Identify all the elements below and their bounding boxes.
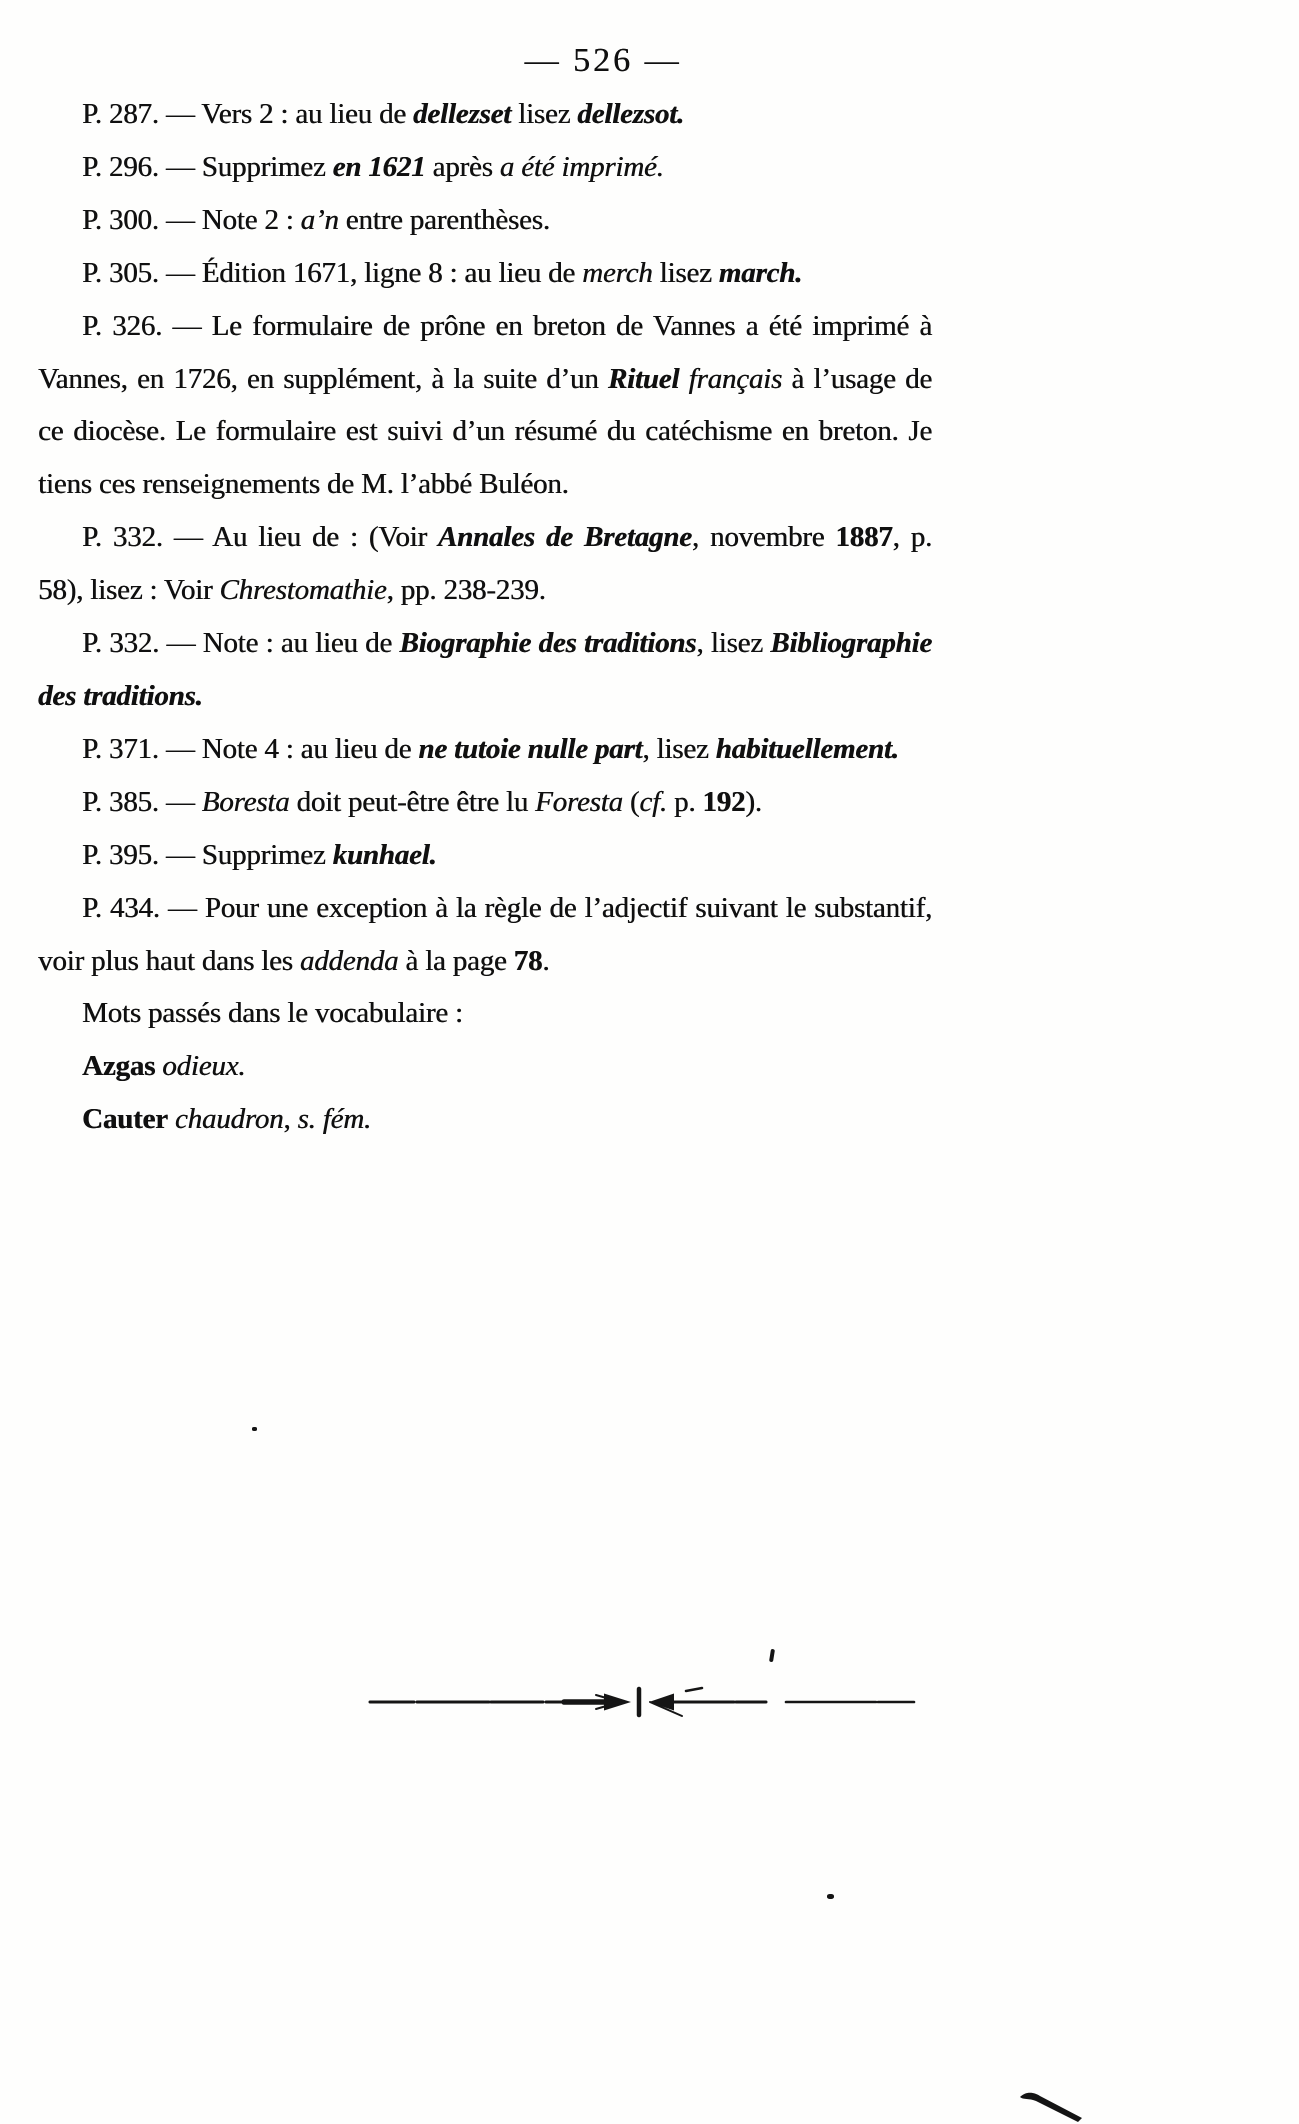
text-run: Foresta	[535, 785, 623, 818]
errata-entry	[38, 617, 932, 723]
text-run: Chrestomathie	[219, 574, 387, 607]
text-run: P. 296. — Supprimez	[82, 150, 333, 183]
errata-entry	[38, 882, 932, 988]
text-run: odieux.	[162, 1050, 246, 1083]
text-run: lisez	[652, 256, 719, 289]
errata-entry	[38, 247, 932, 300]
text-run: 1887	[835, 521, 893, 554]
text-run: en 1621	[332, 150, 426, 183]
text-run: Mots passés dans le vocabulaire :	[82, 997, 463, 1030]
text-run: à l’usage de ce diocèse. Le formulaire est suivi d’un résumé du catéchisme en breton. Je tiens ces renseignements de M. l’abbé Buléon.	[38, 362, 932, 501]
text-run: ne tutoie nulle part	[418, 732, 643, 765]
ink-speck	[252, 1427, 257, 1431]
errata-entry	[38, 829, 932, 882]
text-run: P. 434. — Pour une exception à la règle de l’adjectif suivant le substantif, voir plus haut dans les	[38, 891, 932, 977]
errata-entry	[38, 723, 932, 776]
text-run: P. 385. —	[82, 785, 202, 818]
text-run: français	[688, 362, 783, 395]
text-run: chaudron	[174, 1103, 284, 1136]
text-run: (	[622, 785, 640, 818]
errata-entry	[38, 1040, 932, 1093]
text-run: Rituel	[607, 362, 680, 395]
text-run: après	[425, 150, 500, 183]
text-run: dellezset	[412, 98, 512, 130]
text-run: march.	[718, 256, 803, 289]
text-run: a’n	[300, 203, 339, 236]
text-run: dellezsot.	[577, 98, 685, 130]
text-run: P. 287. — Vers 2 : au lieu de	[82, 98, 413, 130]
text-run: Azgas	[82, 1050, 156, 1083]
errata-entry	[38, 300, 932, 512]
text-run: Biographie des traditions	[399, 627, 697, 660]
text-run: kunhael.	[332, 838, 437, 871]
text-run: merch	[582, 256, 653, 289]
text-run: cf.	[639, 785, 667, 818]
text-run: Cauter	[82, 1103, 168, 1136]
errata-entry	[38, 511, 932, 617]
text-run: à la page	[398, 944, 514, 977]
text-run: ,	[283, 1103, 298, 1136]
text-run: , novembre	[691, 521, 836, 554]
text-run: P. 326. — Le formulaire de prône en breton de Vannes a été imprimé à Vannes, en 1726, en supplément, à la suite d’un	[38, 309, 932, 395]
text-run: doit peut-être être lu	[289, 785, 536, 818]
text-run: Bibliographie des traditions.	[38, 627, 932, 712]
errata-entry	[38, 194, 932, 247]
text-run: , pp. 238-239.	[386, 574, 546, 607]
text-run: addenda	[299, 944, 399, 977]
text-run: , lisez	[696, 627, 771, 660]
text-run: P. 332. — Au lieu de : (Voir	[82, 521, 438, 554]
text-run: s. fém.	[297, 1103, 371, 1136]
text-run: p.	[666, 785, 703, 818]
errata-entry	[38, 88, 932, 141]
errata-entry	[38, 987, 932, 1040]
pen-stroke-mark	[1018, 2090, 1090, 2124]
text-run: 192	[702, 785, 746, 818]
ink-speck	[827, 1894, 834, 1899]
text-run: ).	[745, 785, 762, 818]
text-run: Annales de Bretagne	[437, 521, 692, 554]
page-number-header: — 526 —	[524, 42, 682, 79]
text-run: a été imprimé.	[499, 150, 664, 183]
errata-entry	[38, 776, 932, 829]
text-run: P. 305. — Édition 1671, ligne 8 : au lieu de	[82, 256, 583, 289]
text-run: habituellement.	[715, 732, 899, 765]
text-run: P. 332. — Note : au lieu de	[82, 627, 400, 660]
text-run	[679, 363, 688, 395]
text-run: , p. 58), lisez : Voir	[38, 521, 932, 607]
text-run: P. 371. — Note 4 : au lieu de	[82, 732, 419, 765]
errata-entry	[38, 1093, 932, 1146]
text-run: 78	[513, 944, 543, 977]
errata-entry	[38, 141, 932, 194]
text-run	[168, 1103, 175, 1135]
text-run: P. 395. — Supprimez	[82, 838, 333, 871]
text-run: P. 300. — Note 2 :	[82, 203, 301, 236]
ink-apostrophe-mark	[769, 1649, 775, 1662]
text-run: .	[542, 944, 550, 977]
text-run: Boresta	[201, 785, 290, 818]
errata-addenda-list	[38, 88, 932, 1146]
text-run: lisez	[511, 98, 578, 130]
text-run: entre parenthèses.	[338, 203, 550, 236]
section-divider-ornament	[368, 1680, 916, 1724]
text-run: , lisez	[642, 732, 716, 765]
